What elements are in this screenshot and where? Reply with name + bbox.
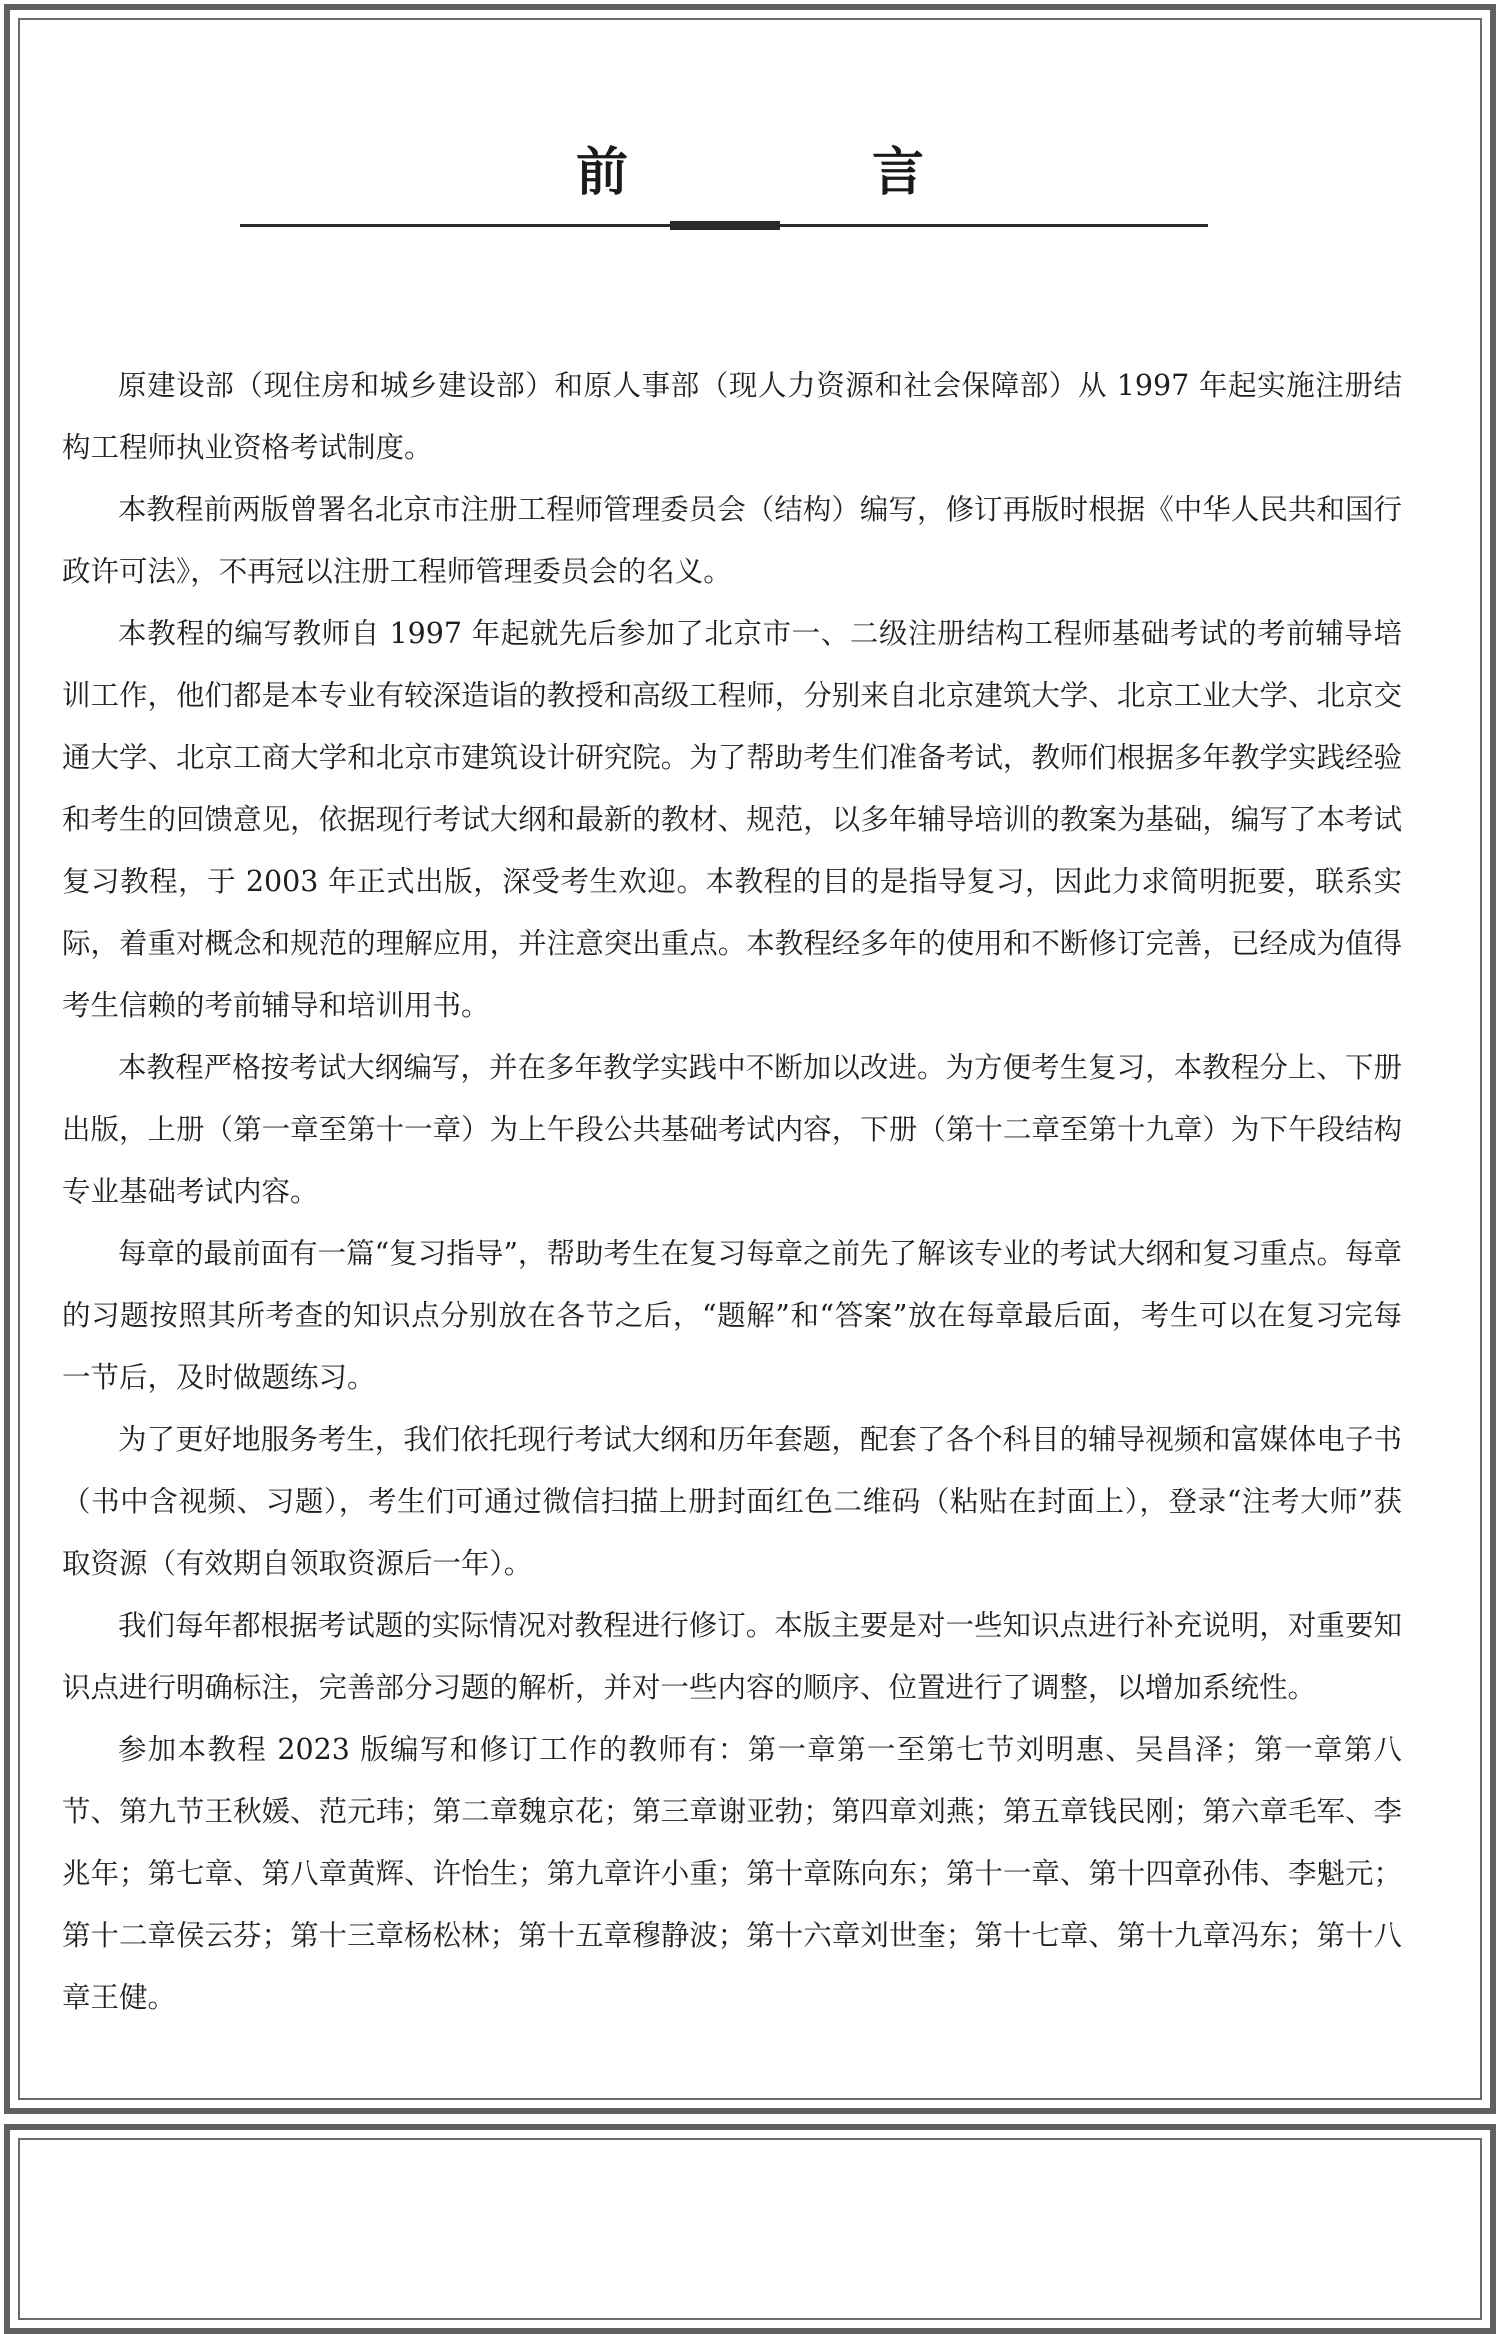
paragraph: 本教程前两版曾署名北京市注册工程师管理委员会（结构）编写，修订再版时根据《中华人民共和国行政许可法》，不再冠以注册工程师管理委员会的名义。	[62, 493, 1402, 588]
paragraph: 本教程的编写教师自 1997 年起就先后参加了北京市一、二级注册结构工程师基础考试的考前辅导培训工作，他们都是本专业有较深造诣的教授和高级工程师，分别来自北京建筑大学、北京工业大学、北京交通大学、北京工商大学和北京市建筑设计研究院。为了帮助考生们准备考试，教师们根据多年教学实践经验和考生的回馈意见，依据现行考试大纲和最新的教材、规范，以多年辅导培训的教案为基础，编写了本考试复习教程，于 2003 年正式出版，深受考生欢迎。本教程的目的是指导复习，因此力求简明扼要，联系实际，着重对概念和规范的理解应用，并注意突出重点。本教程经多年的使用和不断修订完善，已经成为值得考生信赖的考前辅导和培训用书。	[62, 617, 1402, 1022]
paragraph: 我们每年都根据考试题的实际情况对教程进行修订。本版主要是对一些知识点进行补充说明，对重要知识点进行明确标注，完善部分习题的解析，并对一些内容的顺序、位置进行了调整，以增加系统性。	[62, 1609, 1402, 1704]
paragraph: 每章的最前面有一篇“复习指导”，帮助考生在复习每章之前先了解该专业的考试大纲和复习重点。每章的习题按照其所考查的知识点分别放在各节之后，“题解”和“答案”放在每章最后面，考生可以在复习完每一节后，及时做题练习。	[62, 1237, 1402, 1394]
preface-body	[62, 355, 1402, 2029]
paragraph: 参加本教程 2023 版编写和修订工作的教师有：第一章第一至第七节刘明惠、吴昌泽；第一章第八节、第九节王秋媛、范元玮；第二章魏京花；第三章谢亚勃；第四章刘燕；第五章钱民刚；第六章毛军、李兆年；第七章、第八章黄辉、许怡生；第九章许小重；第十章陈向东；第十一章、第十四章孙伟、李魁元；第十二章侯云芬；第十三章杨松林；第十五章穆静波；第十六章刘世奎；第十七章、第十九章冯东；第十八章王健。	[62, 1733, 1402, 2014]
page-title: 前 言	[575, 142, 1020, 203]
paragraph: 本教程严格按考试大纲编写，并在多年教学实践中不断加以改进。为方便考生复习，本教程分上、下册出版，上册（第一章至第十一章）为上午段公共基础考试内容，下册（第十二章至第十九章）为下午段结构专业基础考试内容。	[62, 1051, 1402, 1208]
paragraph: 原建设部（现住房和城乡建设部）和原人事部（现人力资源和社会保障部）从 1997 年起实施注册结构工程师执业资格考试制度。	[62, 369, 1402, 464]
title-underline	[240, 224, 1208, 227]
next-page-frame	[4, 2124, 1496, 2334]
paragraph: 为了更好地服务考生，我们依托现行考试大纲和历年套题，配套了各个科目的辅导视频和富媒体电子书（书中含视频、习题），考生们可通过微信扫描上册封面红色二维码（粘贴在封面上），登录“注考大师”获取资源（有效期自领取资源后一年）。	[62, 1423, 1402, 1580]
title-underline-accent	[670, 221, 780, 230]
page-frame	[4, 4, 1496, 2114]
